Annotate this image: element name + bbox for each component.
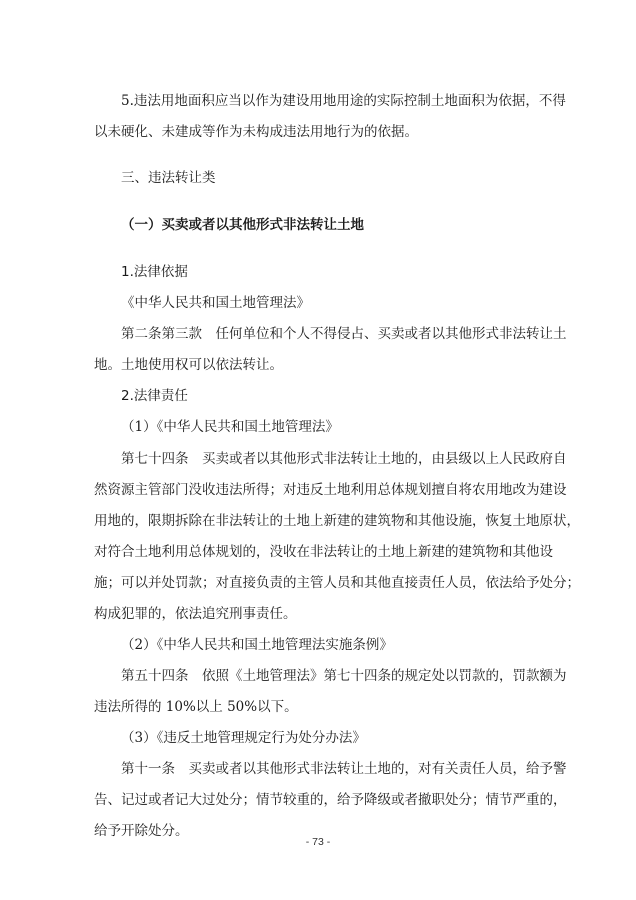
page-number: - 73 - [305, 836, 331, 848]
law-name: （2）《中华人民共和国土地管理法实施条例》 [121, 637, 393, 653]
law-name: 《中华人民共和国土地管理法》 [121, 295, 310, 311]
paragraph-line: 第十一条 买卖或者以其他形式非法转让土地的，对有关责任人员，给予警 [121, 761, 567, 777]
item-title: 1.法律依据 [121, 264, 188, 280]
paragraph-line: 构成犯罪的，依法追究刑事责任。 [94, 606, 297, 622]
paragraph-line: 第七十四条 买卖或者以其他形式非法转让土地的，由县级以上人民政府自 [121, 451, 567, 467]
paragraph-line: 地。土地使用权可以依法转让。 [94, 357, 283, 373]
item-title: 2.法律责任 [121, 388, 188, 404]
paragraph-line: 第二条第三款 任何单位和个人不得侵占、买卖或者以其他形式非法转让土 [121, 326, 567, 342]
subsection-title: （一）买卖或者以其他形式非法转让土地 [121, 217, 364, 233]
section-title: 三、违法转让类 [121, 170, 216, 186]
paragraph-line: 给予开除处分。 [94, 823, 189, 839]
paragraph-line: 用地的，限期拆除在非法转让的土地上新建的建筑物和其他设施，恢复土地原状， [94, 513, 580, 529]
paragraph-line: 违法所得的 10%以上 50%以下。 [94, 699, 298, 715]
law-name: （1）《中华人民共和国土地管理法》 [121, 419, 339, 435]
paragraph-line: 以未硬化、未建成等作为未构成违法用地行为的依据。 [94, 124, 418, 140]
paragraph-line: 5.违法用地面积应当以作为建设用地用途的实际控制土地面积为依据，不得 [121, 93, 566, 109]
law-name: （3）《违反土地管理规定行为处分办法》 [121, 730, 366, 746]
paragraph-line: 第五十四条 依照《土地管理法》第七十四条的规定处以罚款的，罚款额为 [121, 668, 567, 684]
paragraph-line: 施；可以并处罚款；对直接负责的主管人员和其他直接责任人员，依法给予处分； [94, 575, 580, 591]
paragraph-line: 然资源主管部门没收违法所得；对违反土地利用总体规划擅自将农用地改为建设 [94, 482, 567, 498]
paragraph-line: 对符合土地利用总体规划的，没收在非法转让的土地上新建的建筑物和其他设 [94, 544, 553, 560]
paragraph-line: 告、记过或者记大过处分；情节较重的，给予降级或者撤职处分；情节严重的， [94, 792, 567, 808]
